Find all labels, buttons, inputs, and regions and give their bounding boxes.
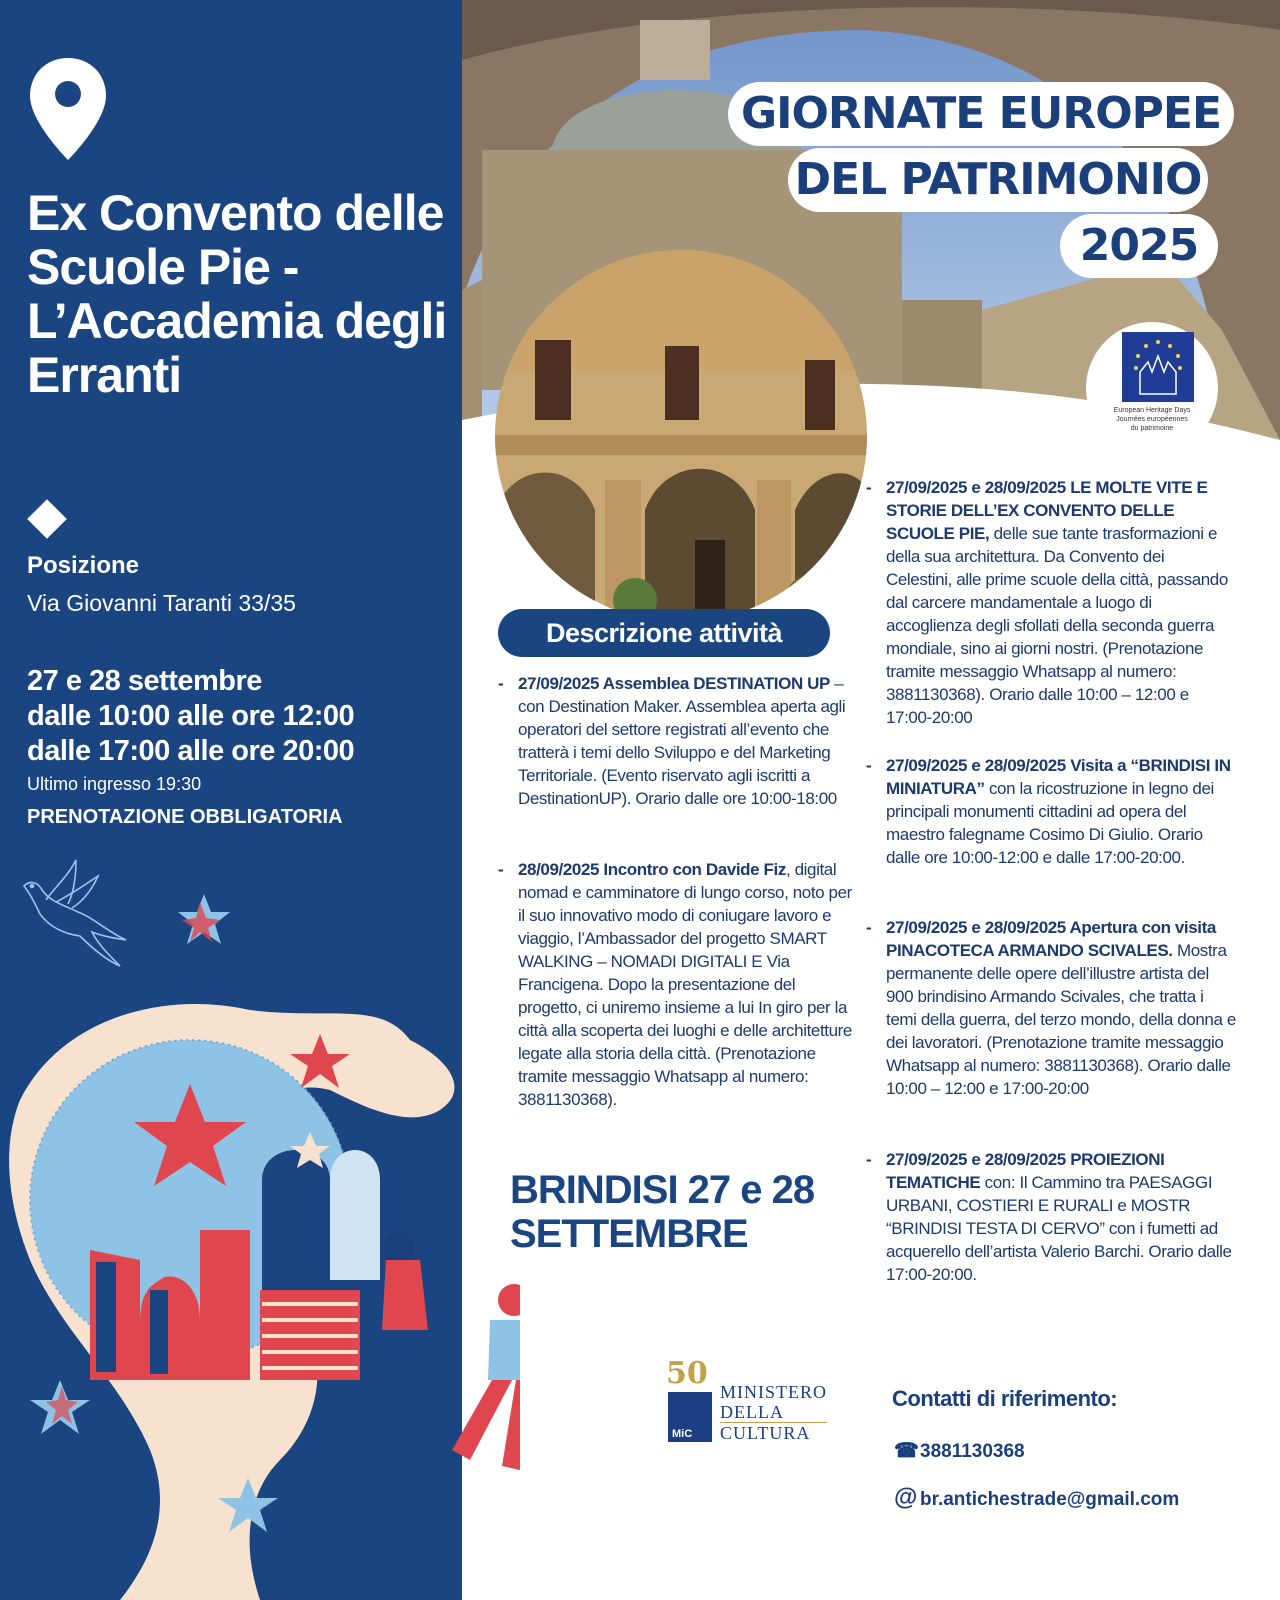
city-dates-heading	[510, 1168, 870, 1256]
list-bullet: -	[498, 860, 504, 879]
ministry-line: CULTURA	[720, 1422, 827, 1443]
activity-text: con: Il Cammino tra PAESAGGI URBANI, COSTIERI E RURALI e MOSTR “BRINDISI TESTA DI CERVO” con i fumetti ad acquerello dell’artista Valerio Barchi. Orario dalle 17:00-20:00.	[886, 1173, 1232, 1284]
activity-item	[866, 476, 1232, 729]
mic-badge	[668, 1392, 712, 1442]
activity-item	[498, 858, 860, 1111]
city-dates-line: SETTEMBRE	[510, 1212, 748, 1256]
booking-required: PRENOTAZIONE OBBLIGATORIA	[27, 806, 343, 828]
list-bullet: -	[866, 756, 872, 775]
location-pin-icon	[28, 56, 108, 162]
event-year: 2025	[1060, 214, 1218, 278]
list-bullet: -	[866, 918, 872, 937]
phone-icon: ☎	[894, 1440, 919, 1462]
dates-line: dalle 17:00 alle ore 20:00	[27, 735, 355, 767]
contact-email[interactable]	[894, 1484, 1179, 1512]
list-bullet: -	[866, 478, 872, 497]
ministry-name	[720, 1382, 827, 1443]
activities-section-title: Descrizione attività	[498, 609, 830, 657]
illustration-family-visit	[0, 860, 520, 1600]
diamond-icon	[27, 499, 67, 539]
last-entry: Ultimo ingresso 19:30	[27, 774, 202, 794]
ministry-line: DELLA	[720, 1402, 784, 1422]
activity-heading: 27/09/2025 Assemblea DESTINATION UP	[518, 674, 830, 693]
activity-text: , digital nomad e camminatore di lungo corso, noto per il suo innovativo modo di coniugare lavoro e viaggio, l’Ambassador del progetto SMART WALKING – NOMADI DIGITALI E Via Francigena. Dopo la presentazione del progetto, ci uniremo insieme a lui In giro per la città alla scoperta dei luoghi e delle architetture legate alla storia della città. (Prenotazione tramite messaggio Whatsapp al numero: 3881130368).	[518, 860, 852, 1109]
venue-title: Ex Convento delle Scuole Pie - L’Accademia degli Erranti	[27, 185, 447, 403]
position-address: Via Giovanni Taranti 33/35	[27, 590, 296, 616]
activity-heading: 27/09/2025 e 28/09/2025 PROIEZIONI TEMATICHE	[886, 1150, 1165, 1192]
dates-line: dalle 10:00 alle ore 12:00	[27, 700, 355, 732]
activity-text: Mostra permanente delle opere dell’illustre artista del 900 brindisino Armando Scivales, che tratta i temi della guerra, del terzo mondo, della donna e dei lavoratori. (Prenotazione tramite messaggio Whatsapp al numero: 3881130368). Orario dalle 10:00 – 12:00 e 17:00-20:00	[886, 941, 1236, 1098]
contact-phone[interactable]	[894, 1438, 1025, 1463]
ehd-caption	[1086, 406, 1218, 433]
event-dates	[27, 664, 354, 769]
activity-item	[866, 1148, 1232, 1286]
city-dates-line: BRINDISI 27 e 28	[510, 1168, 815, 1212]
activity-item	[866, 916, 1236, 1100]
ministero-cultura-logo	[666, 1356, 836, 1446]
email-address[interactable]: br.antichestrade@gmail.com	[920, 1489, 1180, 1510]
ehd-caption-line: European Heritage Days	[1113, 407, 1191, 414]
european-heritage-days-logo	[1086, 322, 1218, 454]
ehd-caption-line: du patrimoine	[1130, 425, 1174, 432]
phone-number[interactable]: 3881130368	[920, 1441, 1025, 1462]
ministry-line: MINISTERO	[720, 1382, 827, 1402]
list-bullet: -	[498, 674, 504, 693]
ehd-caption-line: Journées européennes	[1116, 416, 1188, 423]
activity-text: con la ricostruzione in legno dei principali monumenti cittadini ad opera del maestro falegname Cosimo Di Giulio. Orario dalle ore 10:00-12:00 e dalle 17:00-20:00.	[886, 779, 1214, 867]
activity-heading: 27/09/2025 e 28/09/2025 LE MOLTE VITE E STORIE DELL’EX CONVENTO DELLE SCUOLE PIE,	[886, 478, 1208, 543]
event-title-line2: DEL PATRIMONIO	[788, 148, 1208, 212]
dates-line: 27 e 28 settembre	[27, 665, 262, 697]
activity-heading: 27/09/2025 e 28/09/2025 Visita a “BRINDISI IN MINIATURA”	[886, 756, 1231, 798]
at-icon: @	[894, 1484, 918, 1511]
contacts-title: Contatti di riferimento:	[892, 1386, 1118, 1411]
eu-flag-icon	[1122, 332, 1194, 402]
activity-heading: 27/09/2025 e 28/09/2025 Apertura con visita PINACOTECA ARMANDO SCIVALES.	[886, 918, 1216, 960]
event-title-line1: GIORNATE EUROPEE	[728, 82, 1234, 146]
position-label: Posizione	[27, 552, 140, 579]
mic-badge-text: MiC	[672, 1428, 693, 1440]
courtyard-photo	[495, 250, 867, 622]
activity-heading: 28/09/2025 Incontro con Davide Fiz	[518, 860, 786, 879]
list-bullet: -	[866, 1150, 872, 1169]
activity-item	[498, 672, 858, 810]
anniversary-number: 50	[666, 1356, 708, 1391]
activity-item	[866, 754, 1232, 869]
activity-text: delle sue tante trasformazioni e della sua architettura. Da Convento dei Celestini, alle prime scuole della città, passando dal carcere mandamentale a luogo di accoglienza degli sfollati della seconda guerra mondiale, sino ai giorni nostri. (Prenotazione tramite messaggio Whatsapp al numero: 3881130368). Orario dalle 10:00 – 12:00 e 17:00-20:00	[886, 524, 1228, 727]
activity-text: – con Destination Maker. Assemblea aperta agli operatori del settore registrati all’evento che tratterà i temi dello Sviluppo e del Marketing Territoriale. (Evento riservato agli iscritti a DestinationUP). Orario dalle ore 10:00-18:00	[518, 674, 846, 808]
